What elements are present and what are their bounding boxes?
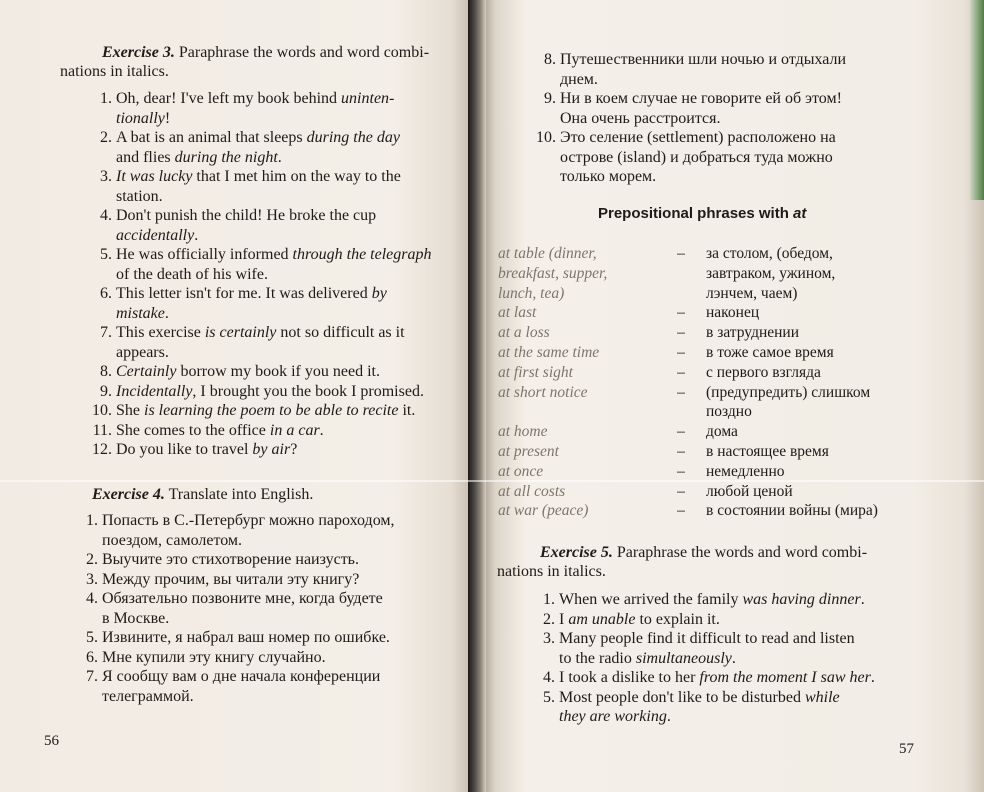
book-spine [468, 0, 486, 792]
list-item [536, 50, 928, 89]
item-number: 3. [543, 630, 555, 647]
section-title-word: at [793, 205, 807, 222]
list-item [92, 167, 472, 206]
item-text: I took a dislike to her [559, 669, 700, 686]
phrase-russian: любой ценой [706, 482, 793, 500]
phrase-russian: завтраком, ужином, [706, 264, 836, 282]
item-number: 1. [86, 512, 98, 529]
item-number: 9. [544, 90, 556, 107]
phrase-russian: дома [706, 423, 738, 441]
phrase-dash [656, 264, 706, 284]
italic-text: in a car [269, 421, 320, 439]
item-text: . [860, 591, 865, 608]
item-text: Выучите это стихотворение наизусть. [102, 551, 359, 568]
item-text: в Москве. [102, 609, 170, 627]
page-edge [970, 0, 984, 200]
item-number: 2. [100, 129, 112, 146]
italic-text: by air [252, 441, 291, 458]
phrase-dash: – [677, 343, 685, 361]
section-title-prefix: Prepositional phrases with [598, 205, 794, 222]
item-text: Попасть в С.-Петербург можно пароходом, [102, 512, 395, 529]
section-title [598, 205, 806, 222]
item-number: 1. [100, 90, 112, 107]
list-item [535, 668, 930, 688]
item-number: 5. [86, 629, 98, 646]
item-number: 10. [536, 129, 556, 146]
phrase-english: breakfast, supper, [498, 264, 608, 282]
phrase-row [498, 323, 928, 343]
italic-text: by [371, 285, 387, 302]
item-number: 2. [86, 551, 98, 568]
item-text: ! [164, 109, 171, 127]
item-text: днем. [560, 70, 598, 88]
list-item [92, 89, 472, 128]
italic-text: accidentally [116, 226, 195, 244]
item-text: He was officially informed [116, 246, 293, 263]
item-text: . [731, 649, 736, 667]
list-item [78, 570, 470, 590]
phrase-english: lunch, tea) [498, 284, 565, 302]
item-text: to explain it. [635, 610, 720, 628]
item-number: 8. [544, 51, 556, 68]
item-text: not so difficult as it [276, 324, 405, 341]
item-text: Путешественники шли ночью и отдыхали [560, 51, 847, 68]
phrase-dash: – [677, 423, 685, 441]
item-text: Do you like to travel [116, 441, 253, 458]
phrase-row [498, 343, 928, 363]
phrase-english: at the same time [498, 343, 600, 361]
phrase-row [498, 501, 928, 521]
phrase-row [498, 462, 928, 482]
phrase-dash: – [677, 462, 685, 480]
exercise-3-list [92, 89, 472, 460]
item-text: borrow my book if you need it. [176, 363, 380, 380]
phrase-english: at home [498, 423, 548, 441]
item-number: 4. [543, 669, 555, 686]
phrase-russian: поздно [706, 403, 752, 421]
phrase-english: at present [498, 442, 559, 460]
phrase-russian: в затруднении [706, 324, 800, 342]
phrase-russian: наконец [706, 304, 760, 322]
item-text: appears. [116, 343, 169, 361]
item-text: Мне купили эту книгу случайно. [102, 648, 326, 666]
phrase-english: at a loss [498, 324, 550, 342]
phrase-english: at last [498, 304, 537, 322]
item-text: Между прочим, вы читали эту книгу? [102, 570, 360, 588]
item-text: ? [290, 441, 298, 458]
phrase-russian: лэнчем, чаем) [706, 284, 798, 302]
italic-text: while [804, 688, 840, 706]
item-text: . [870, 669, 875, 686]
phrase-row [498, 422, 928, 442]
item-number: 12. [92, 441, 112, 458]
exercise-4-heading [92, 485, 313, 504]
phrase-dash: – [677, 442, 685, 460]
phrase-row [498, 303, 928, 323]
page-number-left: 56 [44, 733, 59, 749]
item-text: Many people find it difficult to read and listen [559, 630, 855, 647]
list-item [78, 511, 470, 550]
list-item [92, 323, 472, 362]
item-text: Обязательно позвоните мне, когда будете [102, 590, 383, 607]
list-item [78, 648, 470, 668]
exercise-4-title: Exercise 4. [92, 486, 165, 503]
italic-text: It was lucky [116, 168, 193, 185]
item-number: 6. [86, 648, 98, 666]
list-item [92, 401, 472, 421]
item-number: 11. [92, 421, 112, 439]
list-item [535, 610, 930, 630]
item-text: to the radio [559, 649, 636, 667]
phrase-russian: (предупредить) слишком [706, 383, 871, 401]
italic-text: was having dinner [742, 591, 861, 608]
item-number: 10. [92, 402, 112, 419]
item-text: Извините, я набрал ваш номер по ошибке. [102, 629, 390, 646]
item-text: поездом, самолетом. [102, 531, 243, 549]
phrase-row [498, 244, 928, 264]
item-text: Most people don't like to be disturbed [559, 688, 805, 706]
phrase-dash: – [677, 502, 685, 520]
italic-text: mistake [116, 304, 165, 322]
phrase-english: at table (dinner, [498, 245, 597, 262]
exercise-3-instruction: Paraphrase the words and word combi- [178, 44, 430, 61]
italic-text: is certainly [204, 324, 277, 341]
item-number: 8. [100, 363, 112, 380]
phrase-row [498, 442, 928, 462]
item-text: . [319, 421, 324, 439]
phrase-dash [656, 284, 706, 304]
item-text: When we arrived the family [559, 591, 743, 608]
list-item [78, 667, 470, 706]
phrase-dash: – [677, 324, 685, 342]
list-item [535, 629, 930, 668]
translation-continued-list [536, 50, 928, 187]
phrase-russian: с первого взгляда [706, 363, 821, 381]
item-text: . [666, 708, 671, 725]
item-text: She comes to the office [116, 421, 270, 439]
item-text: Ни в коем случае не говорите ей об этом! [560, 90, 842, 107]
phrase-dash: – [677, 482, 685, 500]
item-text: it. [398, 402, 416, 419]
exercise-4-list [78, 511, 470, 706]
phrase-row [498, 482, 928, 502]
item-text: that I met him on the way to the [192, 168, 401, 185]
item-text: I [559, 610, 569, 628]
item-text: Я сообщу вам о дне начала конференции [102, 668, 381, 685]
item-text: телеграммой. [102, 687, 194, 705]
list-item [92, 440, 472, 460]
italic-text: through the telegraph [292, 246, 432, 263]
item-number: 6. [100, 285, 112, 302]
page-number-right: 57 [899, 741, 914, 757]
item-number: 4. [100, 207, 112, 224]
exercise-5-heading [497, 543, 922, 581]
phrase-row [498, 363, 928, 383]
exercise-3-instruction-cont: nations in italics. [60, 63, 169, 80]
item-text: только морем. [560, 168, 657, 185]
italic-text: during the day [306, 129, 400, 146]
list-item [92, 382, 472, 402]
italic-text: they are working [559, 708, 667, 725]
item-number: 5. [543, 688, 555, 706]
phrase-russian: немедленно [706, 462, 785, 480]
scan-fold-line [0, 480, 984, 482]
item-number: 7. [100, 324, 112, 341]
phrase-english: at short notice [498, 383, 588, 401]
exercise-5-instruction: Paraphrase the words and word combi- [616, 544, 868, 561]
item-text: Она очень расстроится. [560, 109, 721, 127]
item-text: . [194, 226, 199, 244]
phrase-english: at once [498, 462, 544, 480]
italic-text: tionally [116, 109, 165, 127]
item-number: 3. [100, 168, 112, 185]
phrase-russian: в состоянии войны (мира) [706, 502, 878, 520]
phrase-russian: в настоящее время [706, 442, 829, 460]
phrase-dash: – [677, 383, 685, 401]
exercise-5-title: Exercise 5. [540, 544, 613, 561]
item-text: station. [116, 187, 163, 205]
phrase-russian: в тоже самое время [706, 343, 834, 361]
item-text: Oh, dear! I've left my book behind [116, 90, 342, 107]
phrase-row [498, 383, 928, 403]
list-item [92, 206, 472, 245]
item-text: острове (island) и добраться туда можно [560, 148, 833, 166]
list-item [78, 550, 470, 570]
left-page [0, 0, 480, 792]
item-text: of the death of his wife. [116, 265, 268, 283]
italic-text: during the night [174, 148, 278, 166]
list-item [536, 89, 928, 128]
item-text: This exercise [116, 324, 205, 341]
phrase-row [498, 264, 928, 284]
list-item [535, 688, 930, 727]
italic-text: is learning the poem to be able to recite [144, 402, 399, 419]
exercise-5-instruction-cont: nations in italics. [497, 563, 606, 580]
phrase-row [498, 284, 928, 304]
phrase-dash: – [677, 363, 685, 381]
exercise-3-title: Exercise 3. [102, 44, 175, 61]
phrase-english: at first sight [498, 363, 573, 381]
item-text: Don't punish the child! He broke the cup [116, 207, 377, 224]
item-number: 1. [543, 591, 555, 608]
list-item [92, 284, 472, 323]
item-text: and flies [116, 148, 175, 166]
exercise-5-list [535, 590, 930, 727]
item-text: Это селение (settlement) расположено на [560, 129, 836, 146]
italic-text: uninten- [341, 90, 395, 107]
phrase-dash: – [677, 245, 685, 262]
item-text: , I brought you the book I promised. [192, 382, 424, 400]
phrase-english: at war (peace) [498, 502, 589, 520]
phrase-dash: – [677, 304, 685, 322]
item-number: 5. [100, 246, 112, 263]
item-text: . [277, 148, 282, 166]
italic-text: am unable [568, 610, 636, 628]
item-text: She [116, 402, 144, 419]
item-text: This letter isn't for me. It was delivered [116, 285, 372, 302]
list-item [78, 589, 470, 628]
phrase-english: at all costs [498, 482, 566, 500]
item-number: 7. [86, 668, 98, 685]
item-number: 3. [86, 570, 98, 588]
exercise-3-heading [60, 43, 465, 81]
exercise-4-instruction: Translate into English. [168, 486, 314, 503]
phrase-dash [656, 402, 706, 422]
item-text: . [164, 304, 169, 322]
list-item [92, 421, 472, 441]
phrase-russian: за столом, (обедом, [706, 245, 833, 262]
phrase-english [498, 402, 656, 422]
item-number: 9. [100, 382, 112, 400]
list-item [92, 128, 472, 167]
list-item [536, 128, 928, 187]
italic-text: Incidentally [116, 382, 193, 400]
italic-text: Certainly [116, 363, 177, 380]
item-number: 2. [543, 610, 555, 628]
item-text: A bat is an animal that sleeps [116, 129, 307, 146]
italic-text: simultaneously [635, 649, 732, 667]
list-item [78, 628, 470, 648]
italic-text: from the moment I saw her [699, 669, 871, 686]
list-item [92, 245, 472, 284]
item-number: 4. [86, 590, 98, 607]
list-item [535, 590, 930, 610]
phrase-row [498, 402, 928, 422]
list-item [92, 362, 472, 382]
